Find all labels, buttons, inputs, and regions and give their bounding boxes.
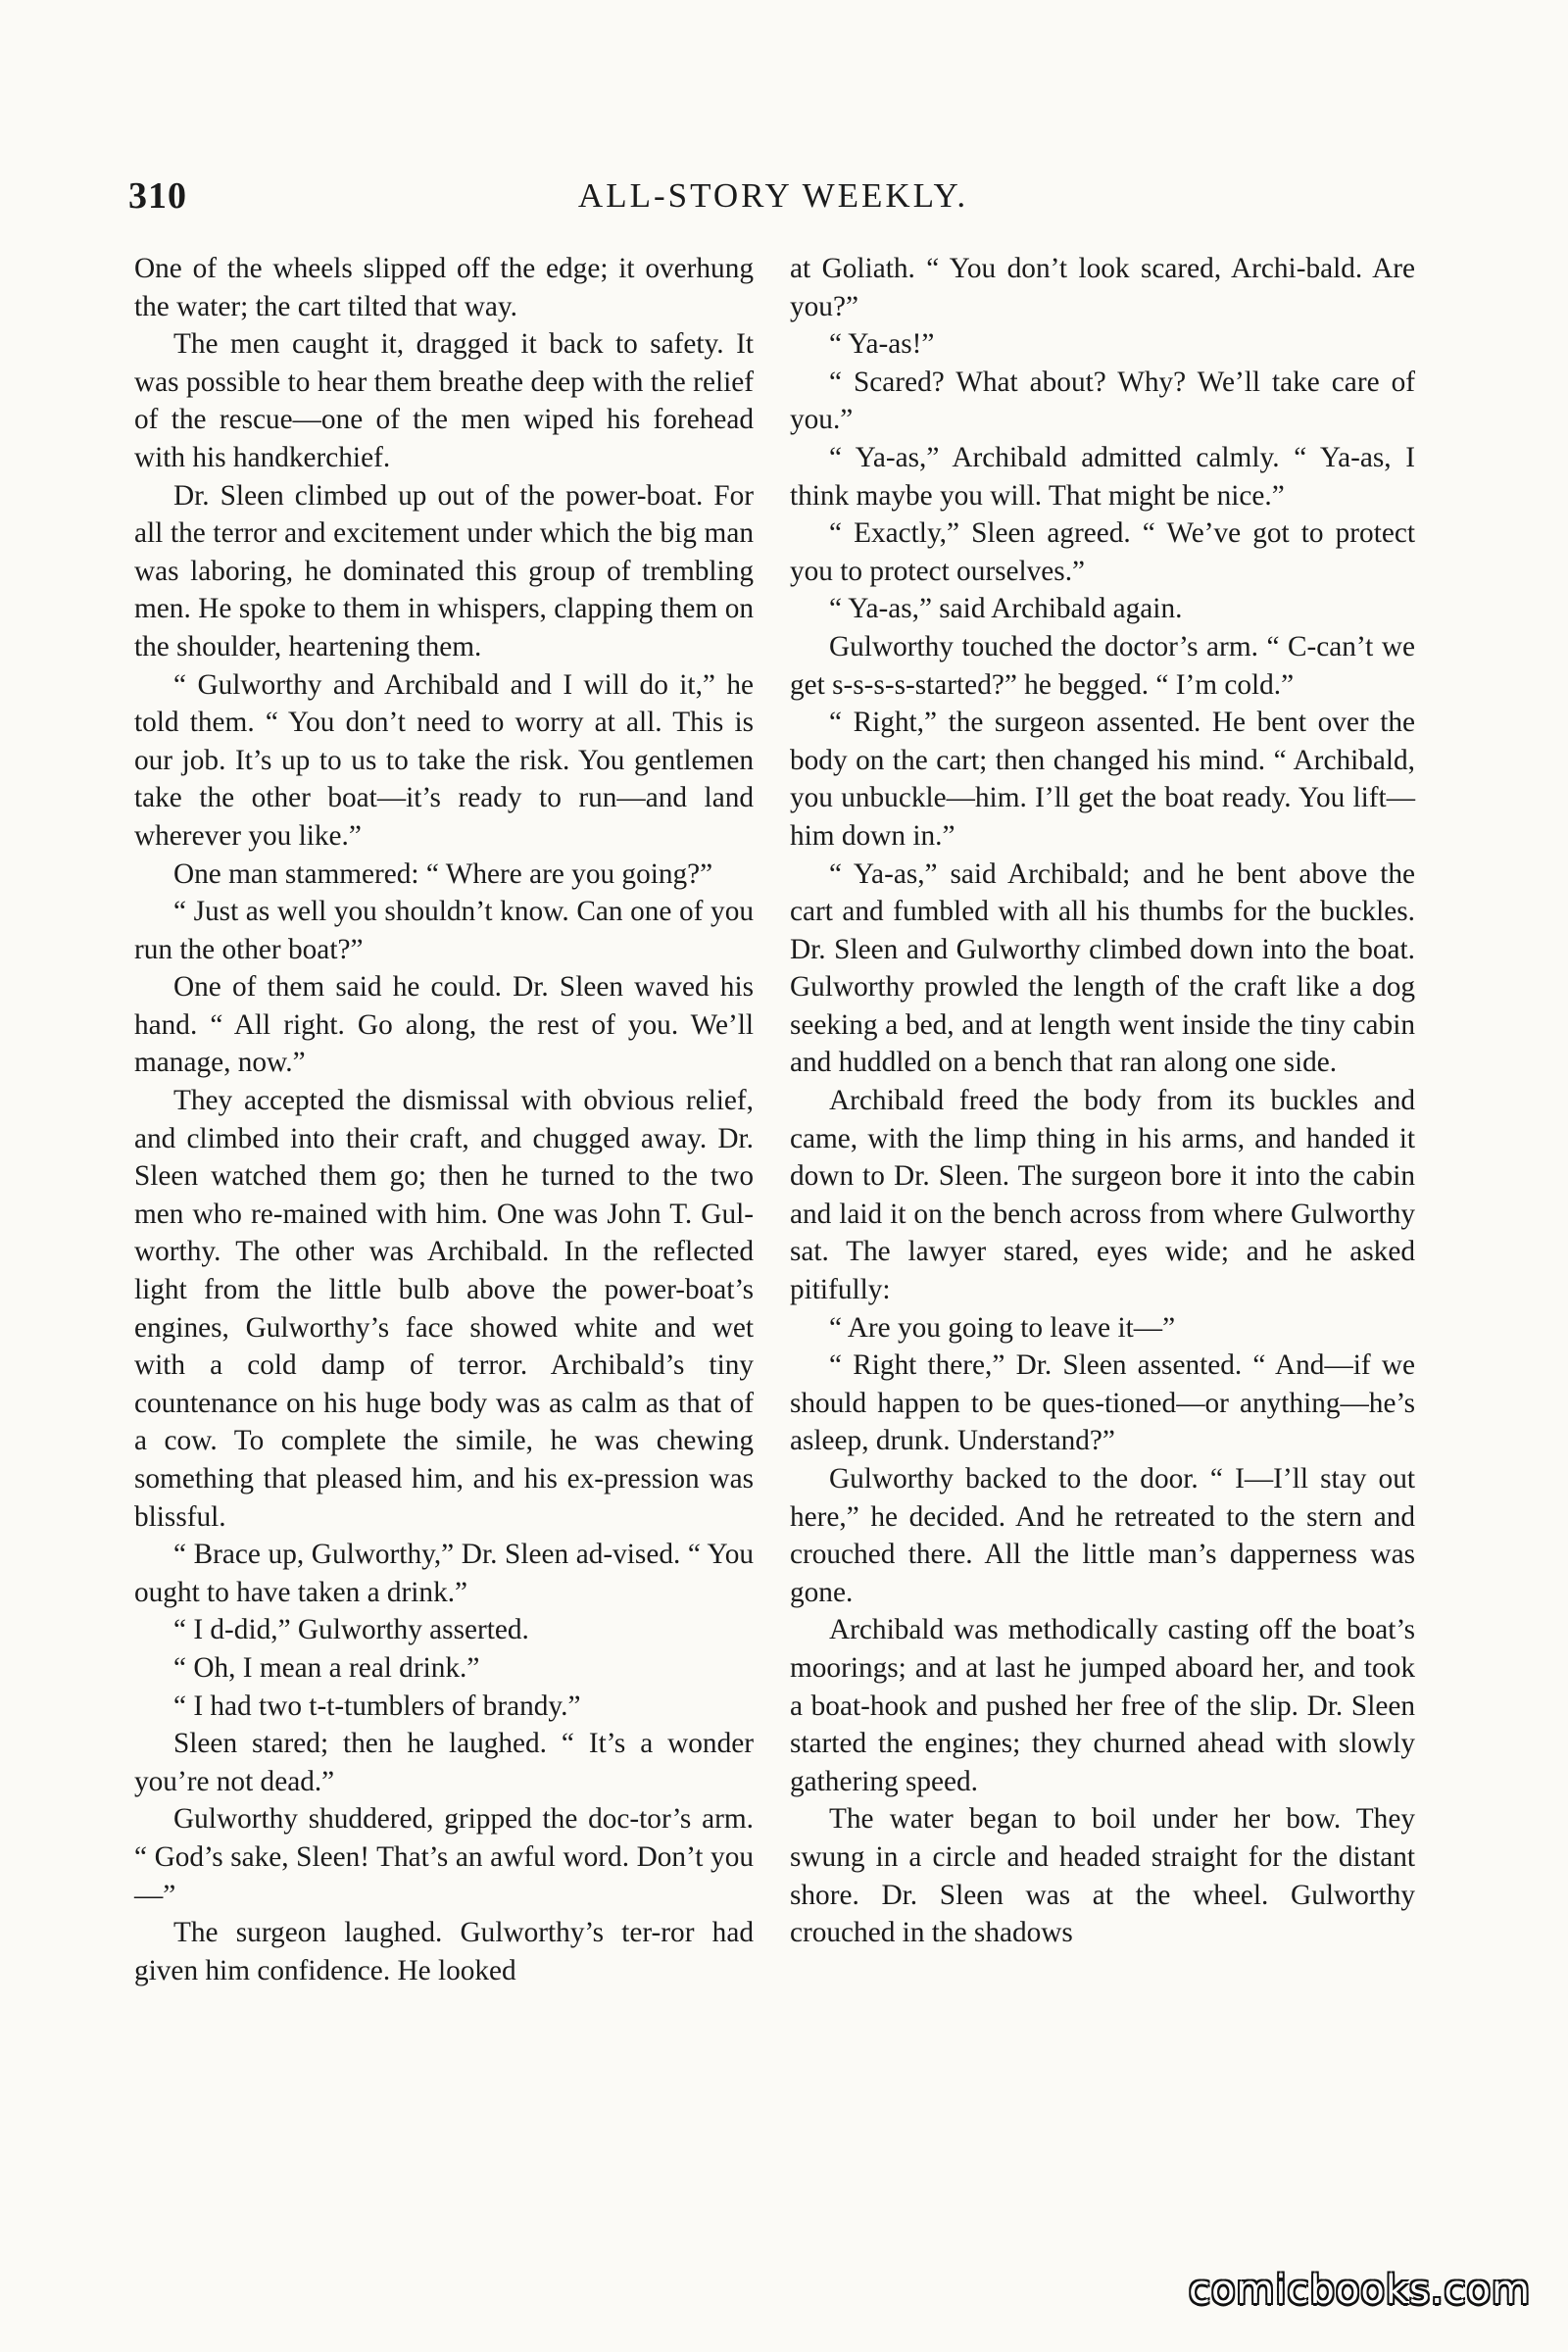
paragraph: One of the wheels slipped off the edge; it overhung the water; the cart tilted that way. (134, 253, 754, 322)
paragraph: “ I d-did,” Gulworthy asserted. (173, 1614, 529, 1646)
paragraph: “ I had two t-t-tumblers of brandy.” (173, 1690, 581, 1722)
paragraph: “ Just as well you shouldn’t know. Can one of you run the other boat?” (134, 896, 754, 965)
paragraph: “ Ya-as!” (829, 328, 935, 361)
paragraph: One man stammered: “ Where are you going?” (173, 858, 713, 890)
paragraph: The surgeon laughed. Gulworthy’s ter-ror had given him confidence. He looked (134, 1917, 754, 1986)
paragraph: Archibald was methodically casting off the boat’s moorings; and at last he jumped aboard her, and took a boat-hook and pushed her free of the slip. Dr. Sleen started the engines; they churned ahead with slowly gathering speed. (790, 1614, 1415, 1797)
paragraph: The water began to boil under her bow. They swung in a circle and headed straight for the distant shore. Dr. Sleen was at the wheel. Gulworthy crouched in the shadows (790, 1803, 1415, 1949)
paragraph: “ Ya-as,” said Archibald again. (829, 593, 1183, 625)
paragraph: “ Gulworthy and Archibald and I will do it,” he told them. “ You don’t need to worry at all. This is our job. It’s up to us to take the risk. You gentlemen take the other boat—it’s ready to run—and land wherever you like.” (134, 668, 754, 852)
paragraph: Sleen stared; then he laughed. “ It’s a wonder you’re not dead.” (134, 1728, 754, 1797)
paragraph: “ Right there,” Dr. Sleen assented. “ And—if we should happen to be ques-tioned—or anything—he’s asleep, drunk. Understand?” (790, 1349, 1415, 1457)
paragraph: They accepted the dismissal with obvious relief, and climbed into their craft, and chugged away. Dr. Sleen watched them go; then he turned to the two men who re-mained with him. One was John T. Gul-worthy. The other was Archibald. In the reflected light from the little bulb above the power-boat’s engines, Gulworthy’s face showed white and wet with a cold damp of terror. Archibald’s tiny countenance on his huge body was as calm as that of a cow. To complete the simile, he was chewing something that pleased him, and his ex-pression was blissful. (134, 1085, 754, 1533)
paragraph: Gulworthy touched the doctor’s arm. “ C-can’t we get s-s-s-s-started?” he begged. “ I’m cold.” (790, 630, 1415, 701)
right-column (790, 250, 1415, 1952)
paragraph: Gulworthy backed to the door. “ I—I’ll stay out here,” he decided. And he retreated to the stern and crouched there. All the little man’s dapperness was gone. (790, 1463, 1415, 1608)
paragraph: “ Scared? What about? Why? We’ll take care of you.” (790, 366, 1415, 436)
paragraph: “ Exactly,” Sleen agreed. “ We’ve got to protect you to protect ourselves.” (790, 517, 1415, 587)
paragraph: “ Right,” the surgeon assented. He bent over the body on the cart; then changed his mind. “ Archibald, you unbuckle—him. I’ll get the boat ready. You lift—him down in.” (790, 707, 1415, 852)
paragraph: at Goliath. “ You don’t look scared, Archi-bald. Are you?” (790, 253, 1415, 322)
paragraph: Gulworthy shuddered, gripped the doc-tor’s arm. “ God’s sake, Sleen! That’s an awful word. Don’t you—” (134, 1803, 754, 1911)
page-header (128, 174, 1418, 223)
paragraph: “ Brace up, Gulworthy,” Dr. Sleen ad-vised. “ You ought to have taken a drink.” (134, 1539, 754, 1608)
paragraph: “ Are you going to leave it—” (829, 1311, 1176, 1344)
paragraph: One of them said he could. Dr. Sleen waved his hand. “ All right. Go along, the rest of you. We’ll manage, now.” (134, 971, 754, 1079)
paragraph: Dr. Sleen climbed up out of the power-boat. For all the terror and excitement under which the big man was laboring, he dominated this group of trembling men. He spoke to them in whispers, clapping them on the shoulder, heartening them. (134, 479, 754, 662)
paragraph: The men caught it, dragged it back to safety. It was possible to hear them breathe deep with the relief of the rescue—one of the men wiped his forehead with his handkerchief. (134, 328, 754, 473)
paragraph: Archibald freed the body from its buckles and came, with the limp thing in his arms, and handed it down to Dr. Sleen. The surgeon bore it into the cabin and laid it on the bench across from where Gulworthy sat. The lawyer stared, eyes wide; and he asked pitifully: (790, 1085, 1415, 1306)
watermark-logo: comicbooks.com (1188, 2268, 1531, 2313)
paragraph: “ Oh, I mean a real drink.” (173, 1651, 480, 1684)
paragraph: “ Ya-as,” Archibald admitted calmly. “ Ya-as, I think maybe you will. That might be nice.” (790, 441, 1415, 512)
running-title: ALL-STORY WEEKLY. (577, 176, 969, 215)
page-number: 310 (128, 175, 187, 217)
paragraph: “ Ya-as,” said Archibald; and he bent above the cart and fumbled with all his thumbs for the buckles. Dr. Sleen and Gulworthy climbed down into the boat. Gulworthy prowled the length of the craft like a dog seeking a bed, and at length went inside the tiny cabin and huddled on a bench that ran along one side. (790, 858, 1415, 1079)
left-column (134, 250, 754, 1989)
